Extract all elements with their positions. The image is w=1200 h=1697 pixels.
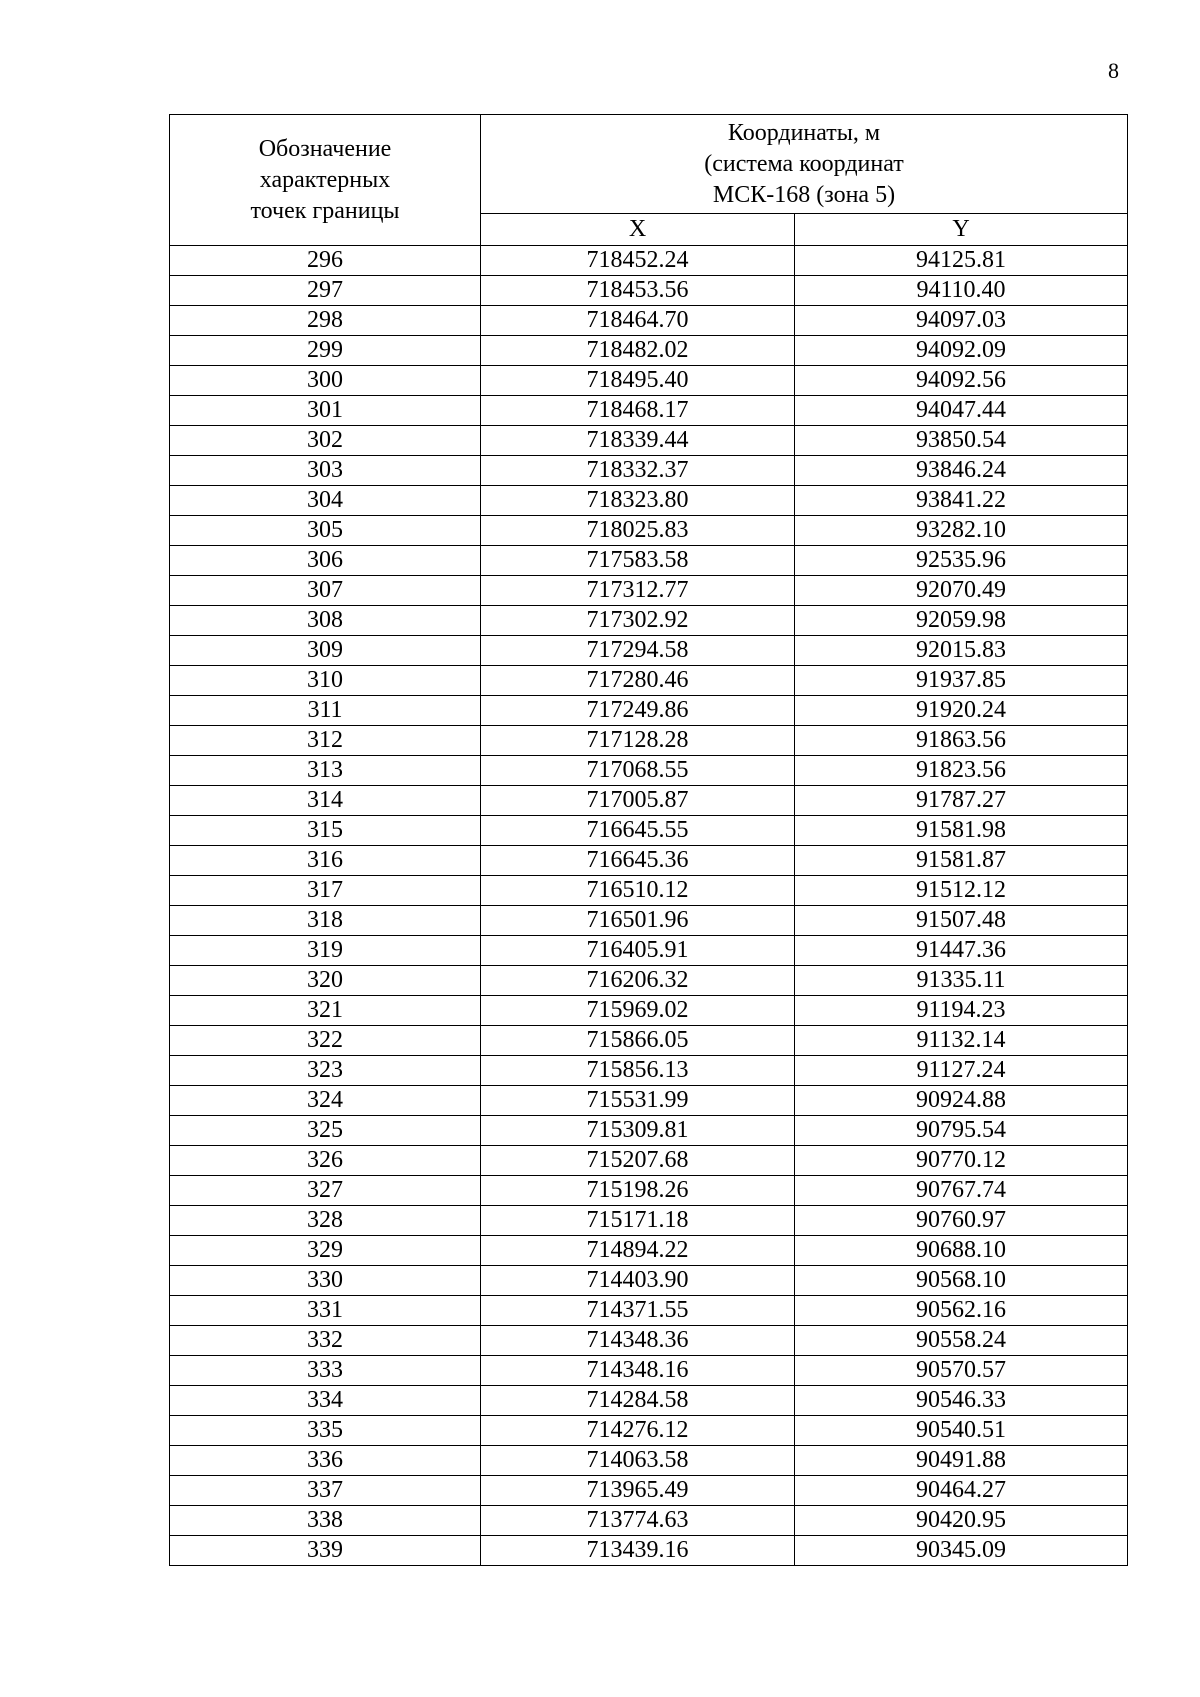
y-coordinate-cell: 93841.22	[795, 486, 1128, 516]
x-coordinate-cell: 717302.92	[481, 606, 795, 636]
y-coordinate-cell: 90546.33	[795, 1386, 1128, 1416]
x-coordinate-cell: 718452.24	[481, 246, 795, 276]
point-cell: 335	[170, 1416, 481, 1446]
point-cell: 327	[170, 1176, 481, 1206]
x-coordinate-cell: 716645.36	[481, 846, 795, 876]
y-coordinate-cell: 92015.83	[795, 636, 1128, 666]
point-cell: 313	[170, 756, 481, 786]
x-coordinate-cell: 714371.55	[481, 1296, 795, 1326]
table-row	[170, 1476, 1128, 1506]
point-cell: 336	[170, 1446, 481, 1476]
table-row	[170, 426, 1128, 456]
x-coordinate-cell: 713965.49	[481, 1476, 795, 1506]
x-coordinate-cell: 715309.81	[481, 1116, 795, 1146]
table-row	[170, 1056, 1128, 1086]
x-coordinate-cell: 716206.32	[481, 966, 795, 996]
table-row	[170, 546, 1128, 576]
table-row	[170, 336, 1128, 366]
x-coordinate-cell: 714348.36	[481, 1326, 795, 1356]
table-row	[170, 1506, 1128, 1536]
point-cell: 337	[170, 1476, 481, 1506]
header-point-line-3: точек границы	[250, 197, 400, 224]
point-cell: 317	[170, 876, 481, 906]
y-coordinate-cell: 91920.24	[795, 696, 1128, 726]
y-coordinate-cell: 90770.12	[795, 1146, 1128, 1176]
x-coordinate-cell: 715856.13	[481, 1056, 795, 1086]
table-row	[170, 1326, 1128, 1356]
point-cell: 338	[170, 1506, 481, 1536]
x-coordinate-cell: 715866.05	[481, 1026, 795, 1056]
table-row	[170, 1206, 1128, 1236]
point-cell: 299	[170, 336, 481, 366]
point-cell: 311	[170, 696, 481, 726]
x-coordinate-cell: 717249.86	[481, 696, 795, 726]
point-cell: 300	[170, 366, 481, 396]
table-row	[170, 1296, 1128, 1326]
y-coordinate-cell: 91863.56	[795, 726, 1128, 756]
point-cell: 326	[170, 1146, 481, 1176]
y-coordinate-cell: 90420.95	[795, 1506, 1128, 1536]
point-cell: 302	[170, 426, 481, 456]
table-row	[170, 1086, 1128, 1116]
table-row	[170, 816, 1128, 846]
table-row	[170, 846, 1128, 876]
y-coordinate-cell: 94125.81	[795, 246, 1128, 276]
x-coordinate-cell: 715969.02	[481, 996, 795, 1026]
y-coordinate-cell: 90345.09	[795, 1536, 1128, 1566]
y-coordinate-cell: 94092.09	[795, 336, 1128, 366]
x-coordinate-cell: 715207.68	[481, 1146, 795, 1176]
header-point-line-1: Обозначение	[258, 135, 392, 162]
y-coordinate-cell: 93846.24	[795, 456, 1128, 486]
point-cell: 330	[170, 1266, 481, 1296]
point-cell: 334	[170, 1386, 481, 1416]
x-coordinate-cell: 714284.58	[481, 1386, 795, 1416]
x-coordinate-cell: 716405.91	[481, 936, 795, 966]
y-coordinate-cell: 90562.16	[795, 1296, 1128, 1326]
x-coordinate-cell: 714348.16	[481, 1356, 795, 1386]
table-row	[170, 1356, 1128, 1386]
x-coordinate-cell: 717312.77	[481, 576, 795, 606]
point-cell: 316	[170, 846, 481, 876]
y-coordinate-cell: 91937.85	[795, 666, 1128, 696]
y-coordinate-cell: 90491.88	[795, 1446, 1128, 1476]
point-cell: 333	[170, 1356, 481, 1386]
x-coordinate-cell: 717068.55	[481, 756, 795, 786]
point-cell: 332	[170, 1326, 481, 1356]
table-row	[170, 1266, 1128, 1296]
y-coordinate-cell: 94047.44	[795, 396, 1128, 426]
page-number: 8	[1108, 58, 1119, 83]
point-cell: 324	[170, 1086, 481, 1116]
x-coordinate-cell: 715531.99	[481, 1086, 795, 1116]
x-coordinate-cell: 718468.17	[481, 396, 795, 426]
point-cell: 328	[170, 1206, 481, 1236]
x-coordinate-cell: 717294.58	[481, 636, 795, 666]
table-row	[170, 366, 1128, 396]
table-row	[170, 936, 1128, 966]
table-row	[170, 606, 1128, 636]
table-row	[170, 966, 1128, 996]
point-cell: 303	[170, 456, 481, 486]
coordinates-table	[169, 114, 1128, 1566]
x-coordinate-cell: 714063.58	[481, 1446, 795, 1476]
point-cell: 312	[170, 726, 481, 756]
point-cell: 308	[170, 606, 481, 636]
point-cell: 306	[170, 546, 481, 576]
y-coordinate-cell: 90464.27	[795, 1476, 1128, 1506]
y-coordinate-cell: 91507.48	[795, 906, 1128, 936]
header-y: Y	[795, 214, 1128, 246]
table-row	[170, 1146, 1128, 1176]
y-coordinate-cell: 91787.27	[795, 786, 1128, 816]
point-cell: 305	[170, 516, 481, 546]
point-cell: 339	[170, 1536, 481, 1566]
header-coords-line-3: МСК-168 (зона 5)	[712, 181, 896, 208]
point-cell: 301	[170, 396, 481, 426]
table-row	[170, 456, 1128, 486]
table-header	[170, 115, 1128, 246]
y-coordinate-cell: 90558.24	[795, 1326, 1128, 1356]
point-cell: 319	[170, 936, 481, 966]
table-row	[170, 756, 1128, 786]
table-body	[170, 246, 1128, 1566]
y-coordinate-cell: 92070.49	[795, 576, 1128, 606]
y-coordinate-cell: 93850.54	[795, 426, 1128, 456]
table-row	[170, 246, 1128, 276]
header-point-designation	[170, 115, 481, 246]
x-coordinate-cell: 717005.87	[481, 786, 795, 816]
table-row	[170, 1446, 1128, 1476]
table-row	[170, 306, 1128, 336]
table-row	[170, 486, 1128, 516]
y-coordinate-cell: 90688.10	[795, 1236, 1128, 1266]
point-cell: 318	[170, 906, 481, 936]
point-cell: 297	[170, 276, 481, 306]
header-coordinates	[481, 115, 1128, 214]
y-coordinate-cell: 90795.54	[795, 1116, 1128, 1146]
y-coordinate-cell: 91581.98	[795, 816, 1128, 846]
table-row	[170, 516, 1128, 546]
y-coordinate-cell: 94092.56	[795, 366, 1128, 396]
x-coordinate-cell: 718482.02	[481, 336, 795, 366]
x-coordinate-cell: 713774.63	[481, 1506, 795, 1536]
x-coordinate-cell: 715198.26	[481, 1176, 795, 1206]
table-row	[170, 726, 1128, 756]
point-cell: 296	[170, 246, 481, 276]
y-coordinate-cell: 91581.87	[795, 846, 1128, 876]
y-coordinate-cell: 90767.74	[795, 1176, 1128, 1206]
y-coordinate-cell: 91512.12	[795, 876, 1128, 906]
point-cell: 320	[170, 966, 481, 996]
point-cell: 322	[170, 1026, 481, 1056]
table-row	[170, 636, 1128, 666]
y-coordinate-cell: 91132.14	[795, 1026, 1128, 1056]
x-coordinate-cell: 716645.55	[481, 816, 795, 846]
y-coordinate-cell: 90540.51	[795, 1416, 1128, 1446]
table-row	[170, 786, 1128, 816]
point-cell: 315	[170, 816, 481, 846]
x-coordinate-cell: 717128.28	[481, 726, 795, 756]
y-coordinate-cell: 90760.97	[795, 1206, 1128, 1236]
table-row	[170, 1026, 1128, 1056]
point-cell: 325	[170, 1116, 481, 1146]
x-coordinate-cell: 718464.70	[481, 306, 795, 336]
y-coordinate-cell: 90568.10	[795, 1266, 1128, 1296]
header-x: X	[481, 214, 795, 246]
y-coordinate-cell: 93282.10	[795, 516, 1128, 546]
y-coordinate-cell: 94110.40	[795, 276, 1128, 306]
table-row	[170, 1416, 1128, 1446]
point-cell: 329	[170, 1236, 481, 1266]
point-cell: 307	[170, 576, 481, 606]
y-coordinate-cell: 91823.56	[795, 756, 1128, 786]
table-row	[170, 666, 1128, 696]
table-row	[170, 276, 1128, 306]
y-coordinate-cell: 91194.23	[795, 996, 1128, 1026]
y-coordinate-cell: 90924.88	[795, 1086, 1128, 1116]
point-cell: 323	[170, 1056, 481, 1086]
x-coordinate-cell: 718025.83	[481, 516, 795, 546]
x-coordinate-cell: 714276.12	[481, 1416, 795, 1446]
y-coordinate-cell: 92059.98	[795, 606, 1128, 636]
y-coordinate-cell: 91447.36	[795, 936, 1128, 966]
x-coordinate-cell: 715171.18	[481, 1206, 795, 1236]
header-coords-line-2: (система координат	[704, 150, 904, 177]
table-row	[170, 906, 1128, 936]
point-cell: 321	[170, 996, 481, 1026]
table-row	[170, 1116, 1128, 1146]
table-row	[170, 876, 1128, 906]
x-coordinate-cell: 714894.22	[481, 1236, 795, 1266]
point-cell: 331	[170, 1296, 481, 1326]
y-coordinate-cell: 92535.96	[795, 546, 1128, 576]
header-point-line-2: характерных	[259, 166, 391, 193]
x-coordinate-cell: 713439.16	[481, 1536, 795, 1566]
table-row	[170, 1536, 1128, 1566]
table-row	[170, 576, 1128, 606]
point-cell: 314	[170, 786, 481, 816]
header-coords-line-1: Координаты, м	[727, 119, 881, 146]
point-cell: 298	[170, 306, 481, 336]
y-coordinate-cell: 91335.11	[795, 966, 1128, 996]
x-coordinate-cell: 718323.80	[481, 486, 795, 516]
table-row	[170, 1236, 1128, 1266]
point-cell: 310	[170, 666, 481, 696]
table-row	[170, 696, 1128, 726]
x-coordinate-cell: 718339.44	[481, 426, 795, 456]
x-coordinate-cell: 717583.58	[481, 546, 795, 576]
y-coordinate-cell: 94097.03	[795, 306, 1128, 336]
table-row	[170, 1176, 1128, 1206]
y-coordinate-cell: 90570.57	[795, 1356, 1128, 1386]
x-coordinate-cell: 717280.46	[481, 666, 795, 696]
table-row	[170, 996, 1128, 1026]
table-row	[170, 1386, 1128, 1416]
x-coordinate-cell: 718495.40	[481, 366, 795, 396]
table-row	[170, 396, 1128, 426]
x-coordinate-cell: 714403.90	[481, 1266, 795, 1296]
y-coordinate-cell: 91127.24	[795, 1056, 1128, 1086]
x-coordinate-cell: 716501.96	[481, 906, 795, 936]
x-coordinate-cell: 716510.12	[481, 876, 795, 906]
point-cell: 309	[170, 636, 481, 666]
point-cell: 304	[170, 486, 481, 516]
x-coordinate-cell: 718453.56	[481, 276, 795, 306]
x-coordinate-cell: 718332.37	[481, 456, 795, 486]
